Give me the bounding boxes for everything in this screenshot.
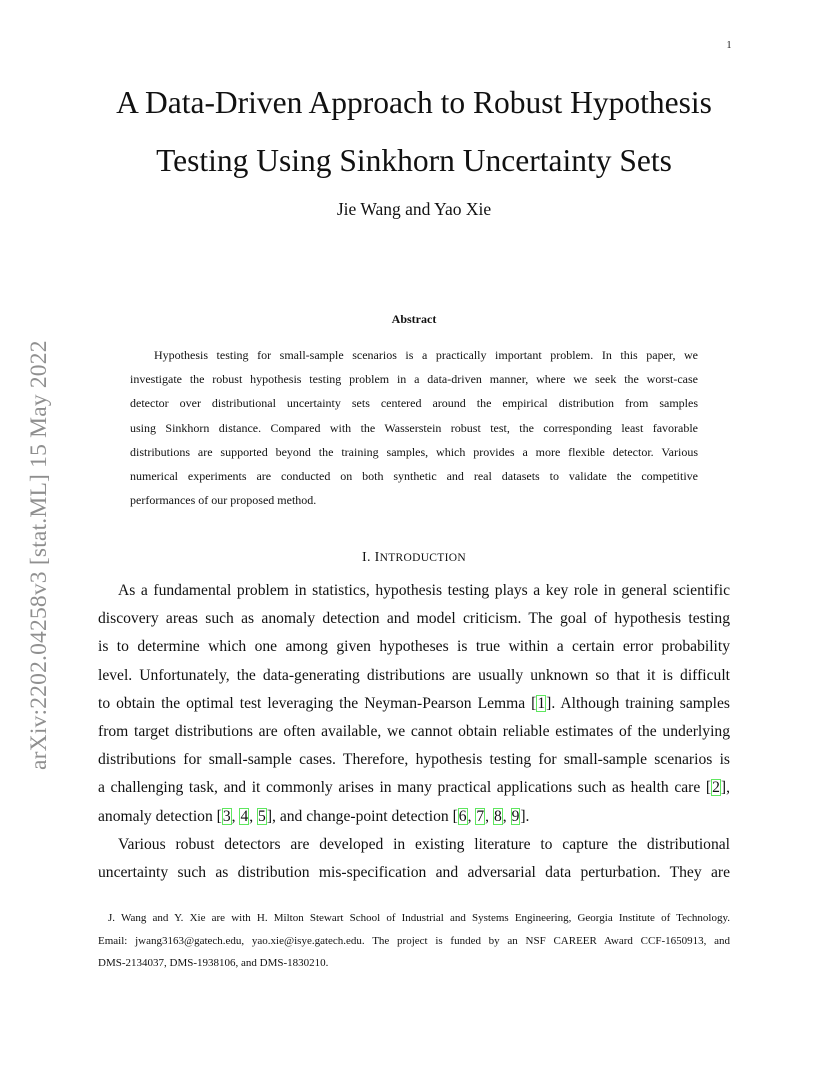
abstract-heading: Abstract [391, 312, 437, 326]
footnote-line: DMS-2134037, DMS-1938106, and DMS-1830210. [98, 957, 329, 969]
paper-title [80, 74, 748, 190]
citation-separator: , [502, 807, 511, 825]
body-line: distributions for small-sample cases. Therefore, hypothesis testing for small-sample scenarios is [98, 751, 730, 769]
body-text-fragment: ]. [520, 807, 530, 825]
body-line: from target distributions are often available, we cannot obtain reliable estimates of the underlying [98, 722, 730, 740]
citation-link[interactable]: 2 [712, 779, 720, 797]
footnote-line: J. Wang and Y. Xie are with H. Milton Stewart School of Industrial and Systems Engineering, Georgia Institute of Technology. [108, 912, 730, 924]
abstract-line: investigate the robust hypothesis testing problem in a data-driven manner, where we seek the worst-case [130, 372, 698, 387]
body-text-fragment: ]. Although training samples [546, 694, 731, 712]
introduction-body [98, 577, 730, 887]
citation-link[interactable]: 4 [240, 807, 249, 825]
abstract-body [130, 343, 698, 512]
citation-link[interactable]: 5 [258, 807, 266, 825]
body-text-fragment: anomaly detection [ [98, 807, 222, 825]
body-line [98, 774, 730, 802]
section-title-rest: NTRODUCTION [379, 552, 466, 564]
citation-separator: , [231, 807, 240, 825]
body-text-fragment: to obtain the optimal test leveraging the Neyman-Pearson Lemma [ [98, 694, 537, 712]
body-line: level. Unfortunately, the data-generating distributions are usually unknown so that it is difficult [98, 666, 730, 684]
abstract-line: numerical experiments are conducted on both synthetic and real datasets to validate the competitive [130, 469, 698, 484]
citation-separator: , [467, 807, 476, 825]
body-line [98, 690, 730, 718]
citation-link[interactable]: 6 [458, 807, 467, 825]
citation-link[interactable]: 1 [537, 694, 546, 712]
citation-link[interactable]: 3 [222, 807, 231, 825]
arxiv-identifier-stamp: arXiv:2202.04258v3 [stat.ML] 15 May 2022 [26, 340, 52, 770]
body-text-fragment: ], and change-point detection [ [266, 807, 458, 825]
abstract-line: detector over distributional uncertainty sets centered around the empirical distribution from samples [130, 396, 698, 411]
affiliation-footnote [98, 907, 730, 975]
body-line: As a fundamental problem in statistics, hypothesis testing plays a key role in general scientific [118, 582, 730, 599]
body-line: Various robust detectors are developed in existing literature to capture the distributional [118, 835, 730, 853]
citation-link[interactable]: 8 [493, 807, 502, 825]
body-line [98, 803, 730, 831]
abstract-line: using Sinkhorn distance. Compared with the Wasserstein robust test, the corresponding least favorable [130, 420, 698, 435]
body-line: discovery areas such as anomaly detection and model criticism. The goal of hypothesis testing [98, 610, 730, 628]
abstract-line: performances of our proposed method. [130, 493, 317, 508]
paper-title-line-1: A Data-Driven Approach to Robust Hypothesis [116, 85, 712, 120]
abstract-line: distributions are supported beyond the training samples, which provides a more flexible detector. Various [130, 444, 698, 459]
page-number: 1 [726, 40, 732, 51]
body-line: is to determine which one among given hypotheses is true within a certain error probability [98, 638, 730, 656]
abstract-line: Hypothesis testing for small-sample scenarios is a practically important problem. In this paper, we [154, 348, 698, 362]
citation-link[interactable]: 9 [511, 807, 520, 825]
paper-title-line-2: Testing Using Sinkhorn Uncertainty Sets [156, 143, 672, 178]
citation-link[interactable]: 7 [476, 807, 485, 825]
body-text-fragment: ], [720, 779, 730, 797]
body-text-fragment: a challenging task, and it commonly arises in many practical applications such as health care [ [98, 779, 712, 797]
section-title-initial: I [374, 550, 380, 565]
section-heading-introduction [250, 549, 578, 567]
citation-separator: , [485, 807, 493, 825]
author-list: Jie Wang and Yao Xie [336, 199, 492, 219]
citation-separator: , [249, 807, 258, 825]
body-line: uncertainty such as distribution mis-specification and adversarial data perturbation. They are [98, 863, 730, 881]
footnote-line: Email: jwang3163@gatech.edu, yao.xie@isye.gatech.edu. The project is funded by an NSF CAREER Award CCF-1650913, and [98, 934, 730, 947]
section-numeral: I. [362, 550, 371, 565]
